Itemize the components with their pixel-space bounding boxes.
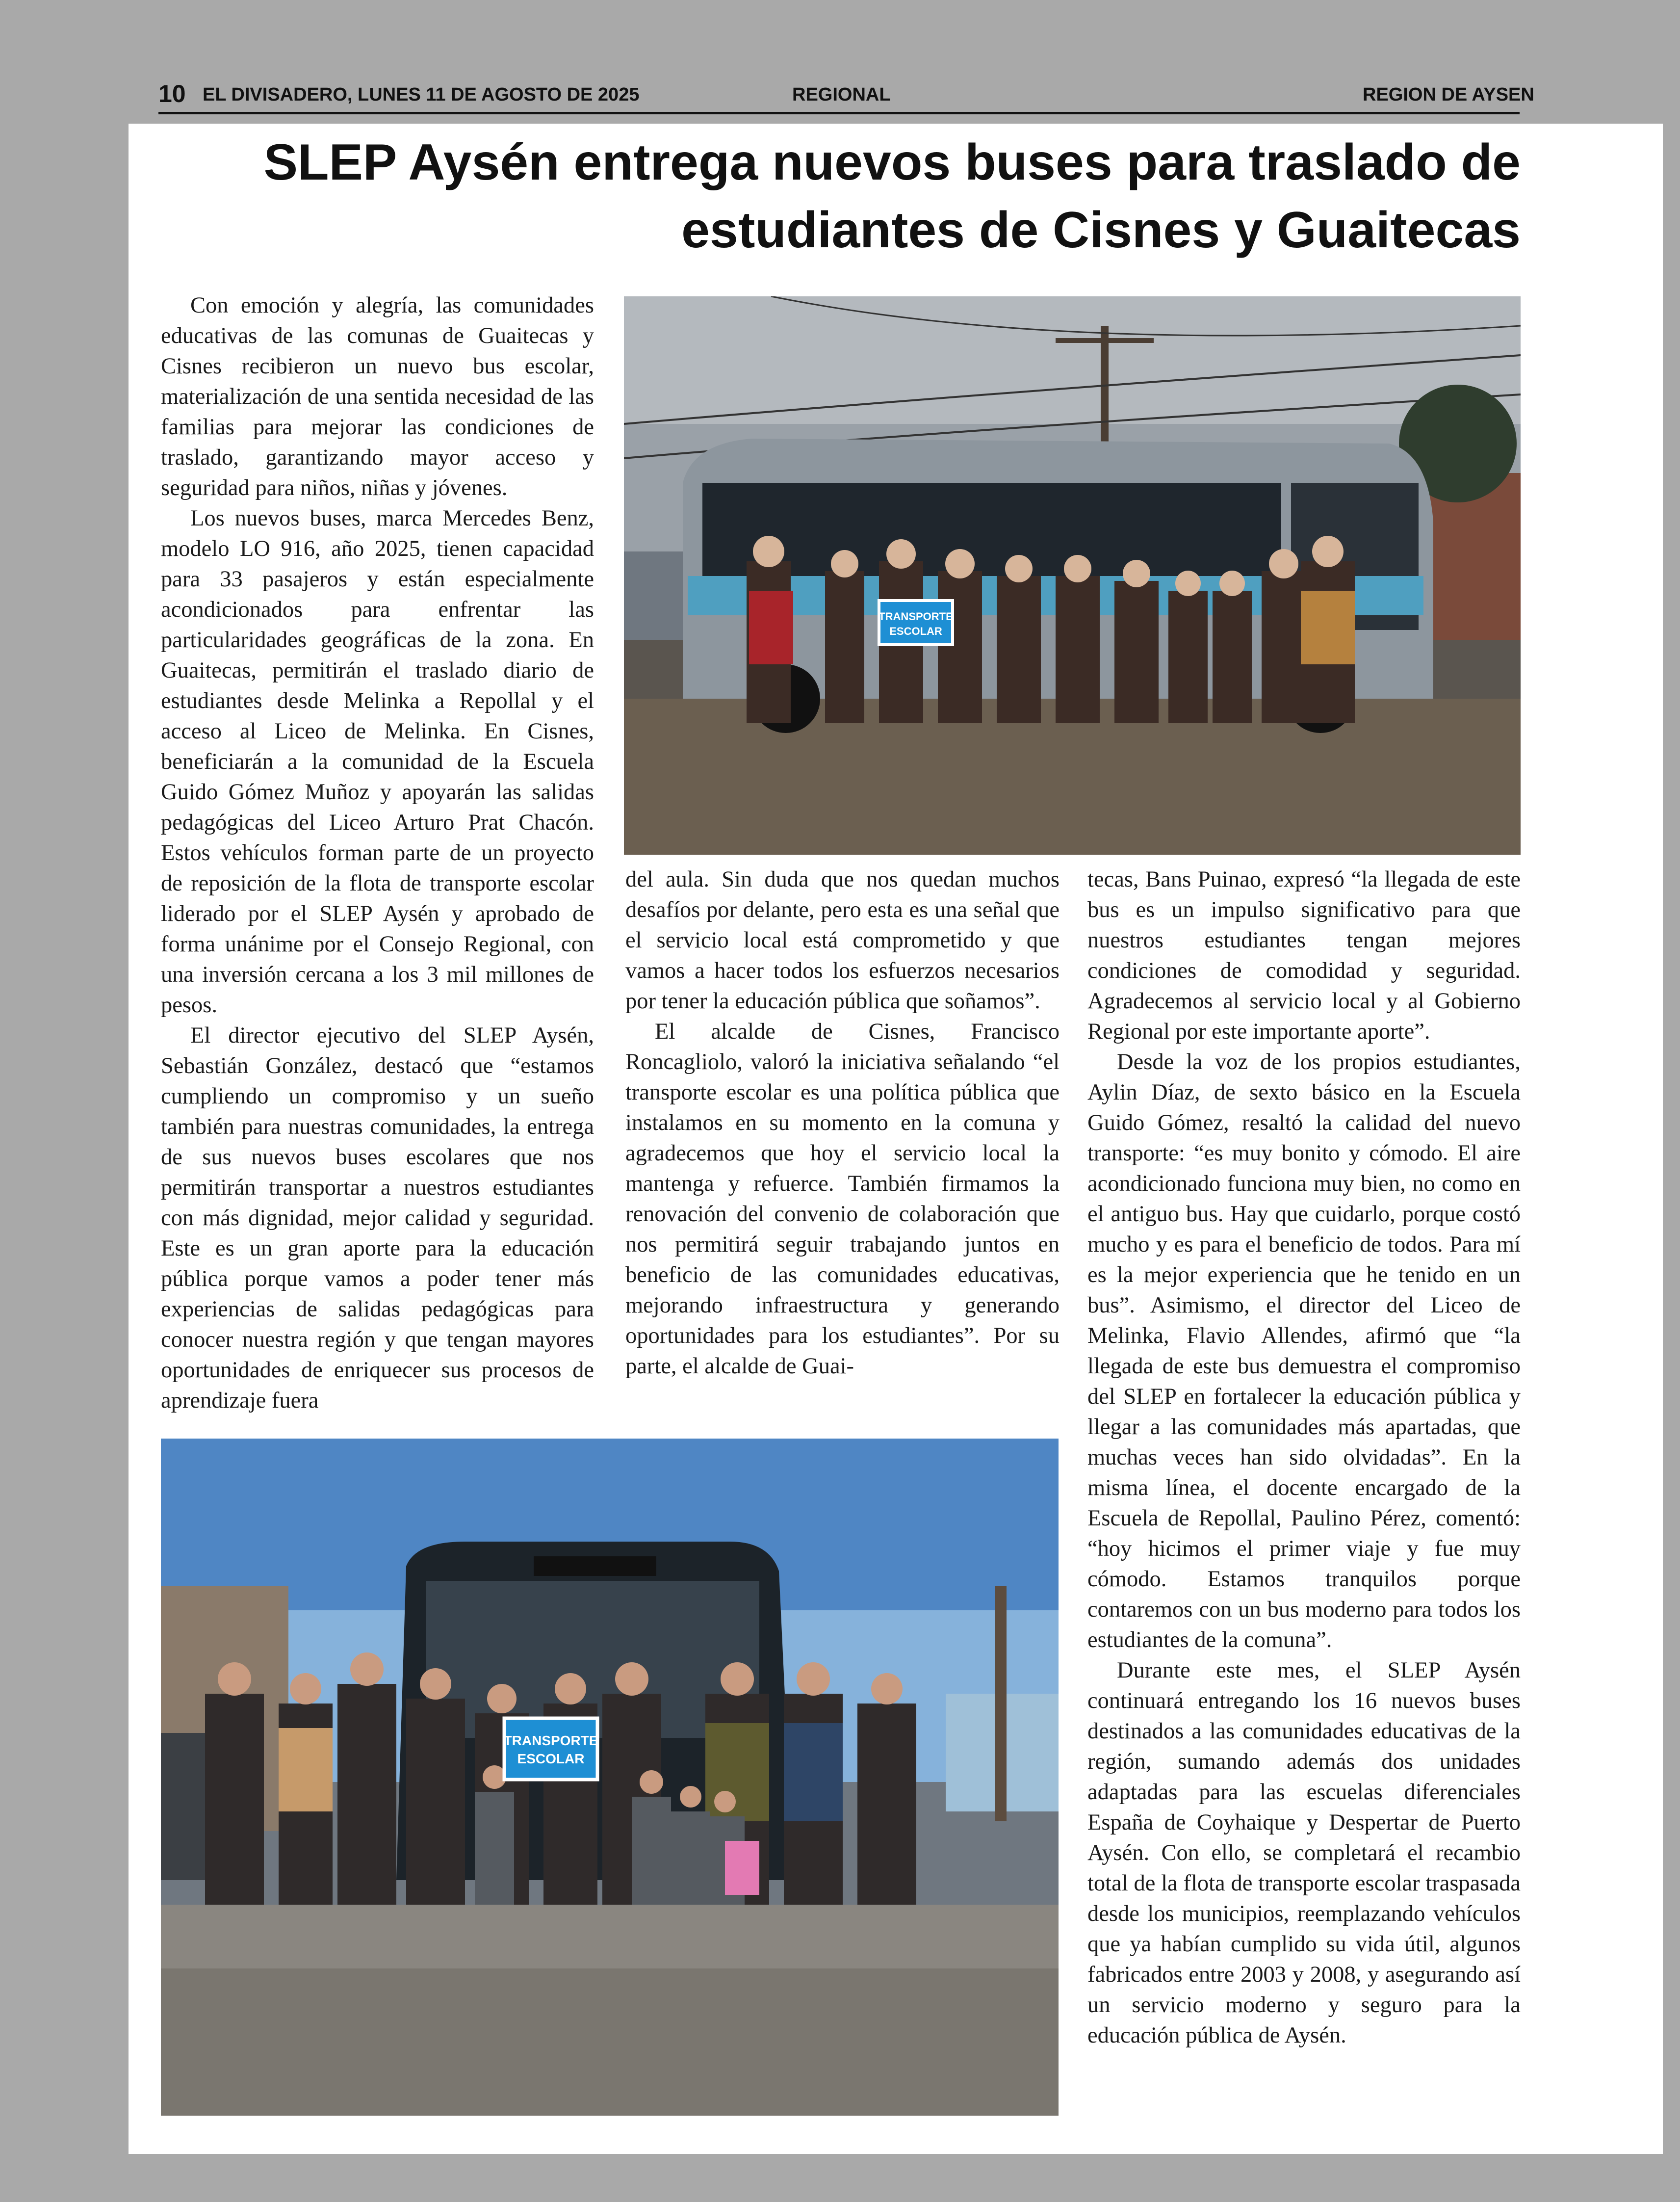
paragraph: del aula. Sin duda que nos quedan muchos desafíos por delante, pero esta es una señal que el servicio local está comprometido y que vamos a hacer todos los esfuerzos necesarios por tener la educación pública que soñamos”. [625, 867, 1060, 1014]
paragraph: El alcalde de Cisnes, Francisco Roncagliolo, valoró la iniciativa señalando “el transporte escolar es una política pública que instalamos en su momento en la comuna y agradecemos que hoy el servicio local la mantenga y refuerce. También firmamos la renovación del convenio de colaboración que nos permitirá seguir trabajando juntos en beneficio de las comunidades educativas, mejorando infraestructura y generando oportunidades para los estudiantes”. Por su parte, el alcalde de Guai- [625, 1019, 1060, 1379]
newspaper-date: EL DIVISADERO, LUNES 11 DE AGOSTO DE 2025 [203, 84, 640, 105]
section-label: REGIONAL [792, 84, 891, 105]
paragraph: Durante este mes, el SLEP Aysén continuará entregando los 16 nuevos buses destinados a las comunidades educativas de la región, sumando además dos unidades adaptadas para las escuelas diferenciales España de Coyhaique y Despertar de Puerto Aysén. Con ello, se completará el recambio total de la flota de transporte escolar traspasada desde los municipios, reemplazando vehículos que ya habían cumplido su vida útil, algunos fabricados entre 2003 y 2008, y asegurando así un servicio moderno y seguro para la educación pública de Aysén. [1087, 1658, 1521, 2048]
photo-sign-text-line-1: TRANSPORTE [503, 1733, 598, 1748]
paragraph: tecas, Bans Puinao, expresó “la llegada de este bus es un impulso significativo para que nuestros estudiantes tengan mejores condiciones de comodidad y seguridad. Agradecemos al servicio local y al Gobierno Regional por este importante aporte”. [1087, 867, 1521, 1044]
headline-line-1: SLEP Aysén entrega nuevos buses para traslado de [263, 134, 1521, 191]
header-rule [158, 112, 1520, 114]
page-number: 10 [158, 80, 186, 107]
article-column-1 [161, 290, 594, 1424]
photo-sign-text-line-2: ESCOLAR [889, 625, 942, 637]
paragraph: El director ejecutivo del SLEP Aysén, Sebastián González, destacó que “estamos cumpliendo un compromiso y un sueño también para nuestras comunidades, la entrega de sus nuevos buses escolares que nos permitirán transportar a nuestros estudiantes con más dignidad, mejor calidad y seguridad. Este es un gran aporte para la educación pública porque vamos a poder tener más experiencias de salidas pedagógicas para conocer nuestra región y que tengan mayores oportunidades de enriquecer sus procesos de aprendizaje fuera [161, 1023, 594, 1413]
article-column-2 [625, 865, 1060, 1419]
photo-students-with-bus [161, 1439, 1059, 2116]
photo-sign-text-line-2: ESCOLAR [517, 1751, 585, 1766]
region-label: REGION DE AYSEN [1363, 84, 1534, 105]
photo-sign-text-line-1: TRANSPORTE [879, 610, 953, 623]
photo-students-with-bus-image [161, 1439, 1059, 2116]
paragraph: Los nuevos buses, marca Mercedes Benz, modelo LO 916, año 2025, tienen capacidad para 33 pasajeros y están especialmente acondicionados para enfrentar las particularidades geográficas de la zona. En Guaitecas, permitirán el traslado diario de estudiantes desde Melinka a Repollal y el acceso al Liceo de Melinka. En Cisnes, beneficiarán a la comunidad de la Escuela Guido Gómez Muñoz y apoyarán las salidas pedagógicas del Liceo Arturo Prat Chacón. Estos vehículos forman parte de un proyecto de reposición de la flota de transporte escolar liderado por el SLEP Aysén y aprobado de forma unánime por el Consejo Regional, con una inversión cercana a los 3 mil millones de pesos. [161, 506, 594, 1018]
paragraph: Desde la voz de los propios estudiantes, Aylin Díaz, de sexto básico en la Escuela Guido Gómez, resaltó la calidad del nuevo transporte: “es muy bonito y cómodo. El aire acondicionado funciona muy bien, no como en el antiguo bus. Hay que cuidarlo, porque costó mucho y es para el beneficio de todos. Para mí es la mejor experiencia que he tenido en un bus”. Asimismo, el director del Liceo de Melinka, Flavio Allendes, afirmó que “la llegada de este bus demuestra el compromiso del SLEP en fortalecer la educación pública y llegar a las comunidades más apartadas, que muchas veces han sido olvidadas”. En la misma línea, el docente encargado de la Escuela de Repollal, Paulino Pérez, comentó: “hoy hicimos el primer viaje y fue muy cómodo. Estamos tranquilos porque contaremos con un bus moderno para todos los estudiantes de la comuna”. [1087, 1049, 1521, 1652]
article-column-3 [1087, 865, 1521, 2101]
headline-line-2: estudiantes de Cisnes y Guaitecas [681, 202, 1521, 259]
headline [162, 129, 1521, 264]
paragraph: Con emoción y alegría, las comunidades educativas de las comunas de Guaitecas y Cisnes recibieron un nuevo bus escolar, materialización de una sentida necesidad de las familias para mejorar las condiciones de traslado, garantizando mayor acceso y seguridad para niños, niñas y jóvenes. [161, 293, 594, 500]
photo-bus-delivery-group-image [624, 296, 1521, 855]
photo-bus-delivery-group [624, 296, 1521, 855]
